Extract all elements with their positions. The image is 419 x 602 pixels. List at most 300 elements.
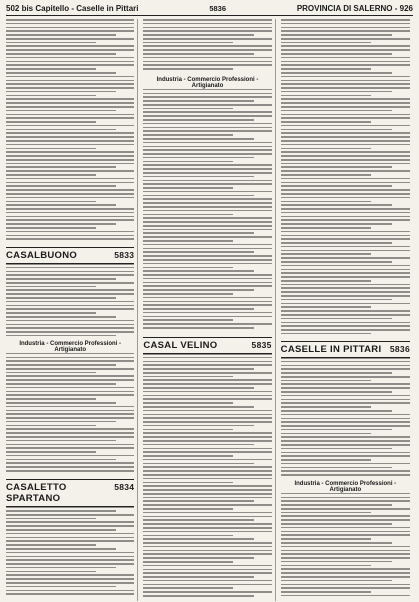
text-line: [143, 379, 271, 381]
text-line: [281, 45, 410, 47]
text-line: [143, 142, 271, 144]
text-line: [281, 261, 392, 263]
text-line: [6, 556, 134, 558]
text-line: [281, 68, 372, 70]
text-line: [281, 49, 410, 51]
text-line: [281, 595, 410, 597]
text-line: [143, 414, 271, 416]
text-line: [6, 312, 96, 314]
text-line: [6, 301, 134, 303]
text-line: [281, 561, 392, 563]
text-line: [6, 375, 134, 377]
text-line: [143, 542, 271, 544]
text-line: [281, 463, 410, 465]
text-line: [143, 327, 253, 329]
text-line: [143, 527, 271, 529]
text-line: [143, 30, 271, 32]
text-line: [143, 572, 271, 574]
text-line: [281, 399, 410, 401]
text-line: [143, 395, 271, 397]
text-line: [281, 155, 410, 157]
text-line: [6, 159, 134, 161]
column-3: [281, 19, 413, 601]
text-line: [143, 432, 271, 434]
text-line: [143, 425, 253, 427]
text-line: [6, 204, 116, 206]
text-line: [6, 372, 96, 374]
text-line: [6, 98, 134, 100]
text-line: [143, 248, 271, 250]
subhead-industria: Industria - Commercio Professioni - Artigianato: [143, 77, 271, 89]
text-line: [6, 30, 134, 32]
text-line: [6, 271, 134, 273]
text-line: [143, 68, 233, 70]
text-line: [6, 421, 116, 423]
text-line: [6, 544, 96, 546]
text-line: [281, 470, 410, 472]
text-line: [143, 316, 271, 318]
text-line: [6, 379, 134, 381]
text-line: [6, 357, 134, 359]
text-line: [6, 586, 116, 588]
text-line: [281, 212, 410, 214]
text-line: [281, 333, 372, 335]
text-line: [143, 64, 271, 66]
text-line: [143, 259, 271, 261]
running-head: [6, 4, 413, 16]
text-line: [143, 100, 253, 102]
text-line: [143, 508, 233, 510]
section-name: CASAL VELINO: [143, 340, 218, 351]
text-line: [143, 482, 233, 484]
text-line: [143, 493, 271, 495]
text-line: [281, 208, 410, 210]
text-line: [281, 42, 372, 44]
text-line: [6, 582, 134, 584]
text-line: [143, 202, 271, 204]
text-line: [6, 129, 116, 131]
section-name: CASALBUONO: [6, 250, 78, 261]
text-line: [6, 529, 116, 531]
text-line: [281, 257, 410, 259]
text-line: [6, 19, 134, 21]
text-line: [143, 267, 233, 269]
text-line: [281, 106, 410, 108]
text-line: [6, 64, 134, 66]
text-line: [143, 198, 271, 200]
text-line: [143, 89, 271, 91]
text-line: [143, 45, 271, 47]
text-line: [281, 303, 410, 305]
text-line: [143, 569, 271, 571]
text-line: [6, 525, 134, 527]
text-line: [6, 80, 134, 82]
text-line: [143, 115, 271, 117]
text-line: [281, 223, 392, 225]
text-line: [281, 91, 392, 93]
text-line: [143, 421, 271, 423]
text-line: [281, 436, 410, 438]
text-line: [143, 278, 271, 280]
text-line: [281, 189, 410, 191]
text-line: [281, 117, 410, 119]
text-line: [143, 406, 253, 408]
text-line: [143, 591, 271, 593]
text-line: [143, 504, 271, 506]
text-line: [6, 83, 134, 85]
text-line: [281, 19, 410, 21]
text-line: [143, 576, 253, 578]
text-line: [6, 274, 134, 276]
text-line: [281, 98, 410, 100]
text-line: [6, 391, 134, 393]
text-line: [143, 516, 271, 518]
text-line: [281, 591, 372, 593]
text-line: [143, 478, 271, 480]
text-line: [6, 406, 134, 408]
text-line: [143, 285, 271, 287]
text-line: [143, 96, 271, 98]
text-line: [143, 61, 271, 63]
text-line: [143, 111, 271, 113]
text-line: [6, 417, 134, 419]
section-name: CASALETTO SPARTANO: [6, 482, 67, 504]
text-line: [281, 23, 410, 25]
section-number: 5836: [389, 344, 410, 354]
text-line: [6, 305, 134, 307]
text-line: [281, 291, 410, 293]
text-line: [143, 161, 233, 163]
text-line: [281, 76, 410, 78]
text-line: [281, 459, 372, 461]
illegible-text-block: [6, 349, 134, 474]
text-line: [281, 151, 410, 153]
text-line: [143, 270, 253, 272]
text-line: [281, 448, 392, 450]
text-line: [143, 463, 253, 465]
text-line: [6, 166, 116, 168]
text-line: [281, 527, 410, 529]
text-line: [281, 587, 410, 589]
text-line: [281, 531, 410, 533]
text-line: [6, 151, 134, 153]
text-line: [143, 485, 271, 487]
text-line: [281, 295, 410, 297]
text-line: [143, 119, 253, 121]
text-line: [281, 238, 410, 240]
text-line: [6, 440, 116, 442]
text-line: [281, 467, 392, 469]
text-line: [281, 553, 410, 555]
text-line: [6, 278, 116, 280]
text-line: [143, 417, 271, 419]
text-line: [6, 462, 134, 464]
text-line: [6, 49, 134, 51]
text-line: [143, 557, 253, 559]
text-line: [281, 534, 410, 536]
text-line: [6, 394, 134, 396]
text-line: [6, 34, 116, 36]
text-line: [281, 235, 410, 237]
text-line: [143, 134, 233, 136]
text-line: [6, 432, 134, 434]
text-line: [6, 331, 134, 333]
text-line: [6, 282, 134, 284]
text-line: [143, 214, 233, 216]
text-line: [6, 212, 134, 214]
text-line: [281, 452, 410, 454]
text-line: [281, 276, 410, 278]
running-head-mid: 5836: [209, 4, 226, 13]
text-line: [281, 140, 410, 142]
illegible-text-block: [6, 263, 134, 339]
text-line: [6, 182, 134, 184]
text-line: [143, 244, 271, 246]
text-line: [6, 144, 134, 146]
text-line: [6, 533, 134, 535]
text-line: [281, 325, 410, 327]
text-line: [6, 121, 96, 123]
text-line: [143, 19, 271, 21]
column-2: [143, 19, 275, 601]
text-line: [143, 361, 271, 363]
text-line: [281, 542, 392, 544]
text-line: [281, 287, 410, 289]
section-casalbuono: [6, 247, 134, 264]
section-caselle-in-pittari: [281, 341, 410, 358]
text-line: [6, 170, 134, 172]
text-line: [281, 129, 392, 131]
text-line: [6, 436, 134, 438]
text-line: [281, 272, 410, 274]
text-line: [281, 455, 410, 457]
text-line: [143, 519, 253, 521]
text-line: [143, 293, 233, 295]
text-line: [281, 433, 372, 435]
text-line: [143, 53, 253, 55]
text-line: [6, 521, 134, 523]
text-line: [143, 489, 271, 491]
text-line: [6, 425, 96, 427]
illegible-text-block: [281, 19, 410, 337]
text-line: [281, 136, 410, 138]
text-line: [6, 451, 96, 453]
text-line: [6, 178, 134, 180]
section-number: 5833: [114, 250, 135, 260]
text-line: [6, 231, 134, 233]
text-line: [6, 297, 116, 299]
text-line: [143, 157, 253, 159]
text-line: [281, 219, 410, 221]
text-line: [143, 410, 271, 412]
text-line: [143, 402, 233, 404]
text-line: [6, 353, 134, 355]
section-casal-velino: [143, 337, 271, 354]
text-line: [6, 470, 134, 472]
section-number: 5834: [114, 482, 135, 492]
text-line: [281, 444, 410, 446]
text-line: [143, 523, 271, 525]
text-line: [143, 191, 271, 193]
text-line: [281, 182, 410, 184]
text-line: [6, 174, 96, 176]
text-line: [6, 155, 134, 157]
text-line: [143, 364, 271, 366]
text-line: [281, 329, 410, 331]
text-line: [6, 235, 134, 237]
illegible-text-block: [143, 353, 271, 599]
text-line: [6, 324, 134, 326]
text-line: [6, 102, 134, 104]
text-line: [281, 584, 410, 586]
text-line: [143, 440, 271, 442]
text-line: [6, 563, 134, 565]
text-line: [281, 365, 410, 367]
text-line: [281, 102, 410, 104]
text-line: [143, 387, 253, 389]
text-line: [281, 568, 410, 570]
text-line: [143, 38, 271, 40]
text-line: [143, 304, 271, 306]
text-line: [281, 163, 410, 165]
section-number: 5835: [251, 340, 272, 350]
text-line: [281, 185, 392, 187]
text-line: [6, 42, 96, 44]
text-line: [281, 246, 410, 248]
text-line: [143, 180, 271, 182]
text-line: [281, 406, 372, 408]
text-line: [6, 552, 134, 554]
text-line: [143, 553, 271, 555]
text-line: [281, 253, 372, 255]
text-line: [143, 470, 271, 472]
text-line: [281, 201, 372, 203]
illegible-text-block: [281, 357, 410, 478]
text-line: [143, 550, 271, 552]
text-line: [143, 263, 271, 265]
text-line: [281, 83, 410, 85]
text-line: [6, 72, 116, 74]
text-line: [6, 593, 134, 595]
text-line: [143, 282, 271, 284]
text-line: [6, 410, 134, 412]
text-line: [6, 219, 134, 221]
text-line: [143, 323, 271, 325]
text-line: [6, 402, 116, 404]
text-line: [281, 306, 372, 308]
text-line: [143, 383, 271, 385]
text-line: [281, 57, 410, 59]
text-line: [6, 45, 134, 47]
text-line: [6, 201, 96, 203]
text-line: [143, 57, 271, 59]
text-line: [281, 497, 410, 499]
text-line: [281, 322, 410, 324]
text-line: [143, 584, 271, 586]
text-line: [6, 136, 134, 138]
text-line: [6, 125, 134, 127]
text-line: [281, 572, 410, 574]
text-line: [143, 497, 271, 499]
text-line: [6, 308, 134, 310]
text-line: [143, 183, 271, 185]
text-line: [143, 500, 253, 502]
text-line: [143, 149, 271, 151]
text-line: [143, 289, 253, 291]
text-line: [6, 316, 116, 318]
text-line: [143, 512, 271, 514]
text-line: [6, 398, 96, 400]
text-line: [281, 174, 372, 176]
text-line: [6, 76, 134, 78]
text-line: [6, 114, 134, 116]
text-line: [281, 421, 410, 423]
text-line: [143, 104, 271, 106]
text-line: [281, 402, 410, 404]
text-line: [281, 121, 372, 123]
text-line: [281, 368, 410, 370]
text-line: [143, 580, 271, 582]
text-line: [143, 301, 271, 303]
text-line: [281, 299, 392, 301]
text-line: [281, 269, 410, 271]
text-line: [6, 68, 96, 70]
text-line: [143, 130, 271, 132]
text-line: [143, 232, 253, 234]
running-head-left: 502 bis Capitello - Caselle in Pittari: [6, 4, 139, 13]
text-line: [143, 587, 233, 589]
text-line: [281, 376, 410, 378]
text-line: [281, 110, 392, 112]
text-line: [143, 138, 253, 140]
text-line: [143, 217, 271, 219]
text-line: [143, 376, 233, 378]
text-line: [281, 265, 410, 267]
text-line: [281, 64, 410, 66]
text-line: [143, 274, 271, 276]
text-line: [281, 38, 410, 40]
text-line: [143, 229, 271, 231]
text-line: [143, 357, 271, 359]
illegible-text-block: [143, 85, 271, 331]
columns: [6, 19, 413, 601]
text-line: [281, 395, 410, 397]
text-line: [281, 250, 410, 252]
text-line: [6, 185, 116, 187]
text-line: [281, 72, 392, 74]
text-line: [281, 193, 410, 195]
text-line: [6, 208, 134, 210]
text-line: [281, 383, 410, 385]
text-line: [143, 240, 233, 242]
text-line: [281, 80, 410, 82]
text-line: [143, 251, 253, 253]
text-line: [143, 398, 271, 400]
text-line: [143, 108, 233, 110]
text-line: [281, 493, 410, 495]
text-line: [143, 531, 271, 533]
text-line: [143, 93, 271, 95]
text-line: [281, 61, 410, 63]
section-name: CASELLE IN PITTARI: [280, 344, 382, 355]
text-line: [281, 387, 410, 389]
text-line: [281, 410, 392, 412]
text-line: [281, 197, 410, 199]
text-line: [281, 166, 392, 168]
text-line: [143, 451, 271, 453]
text-line: [6, 110, 116, 112]
text-line: [6, 459, 116, 461]
